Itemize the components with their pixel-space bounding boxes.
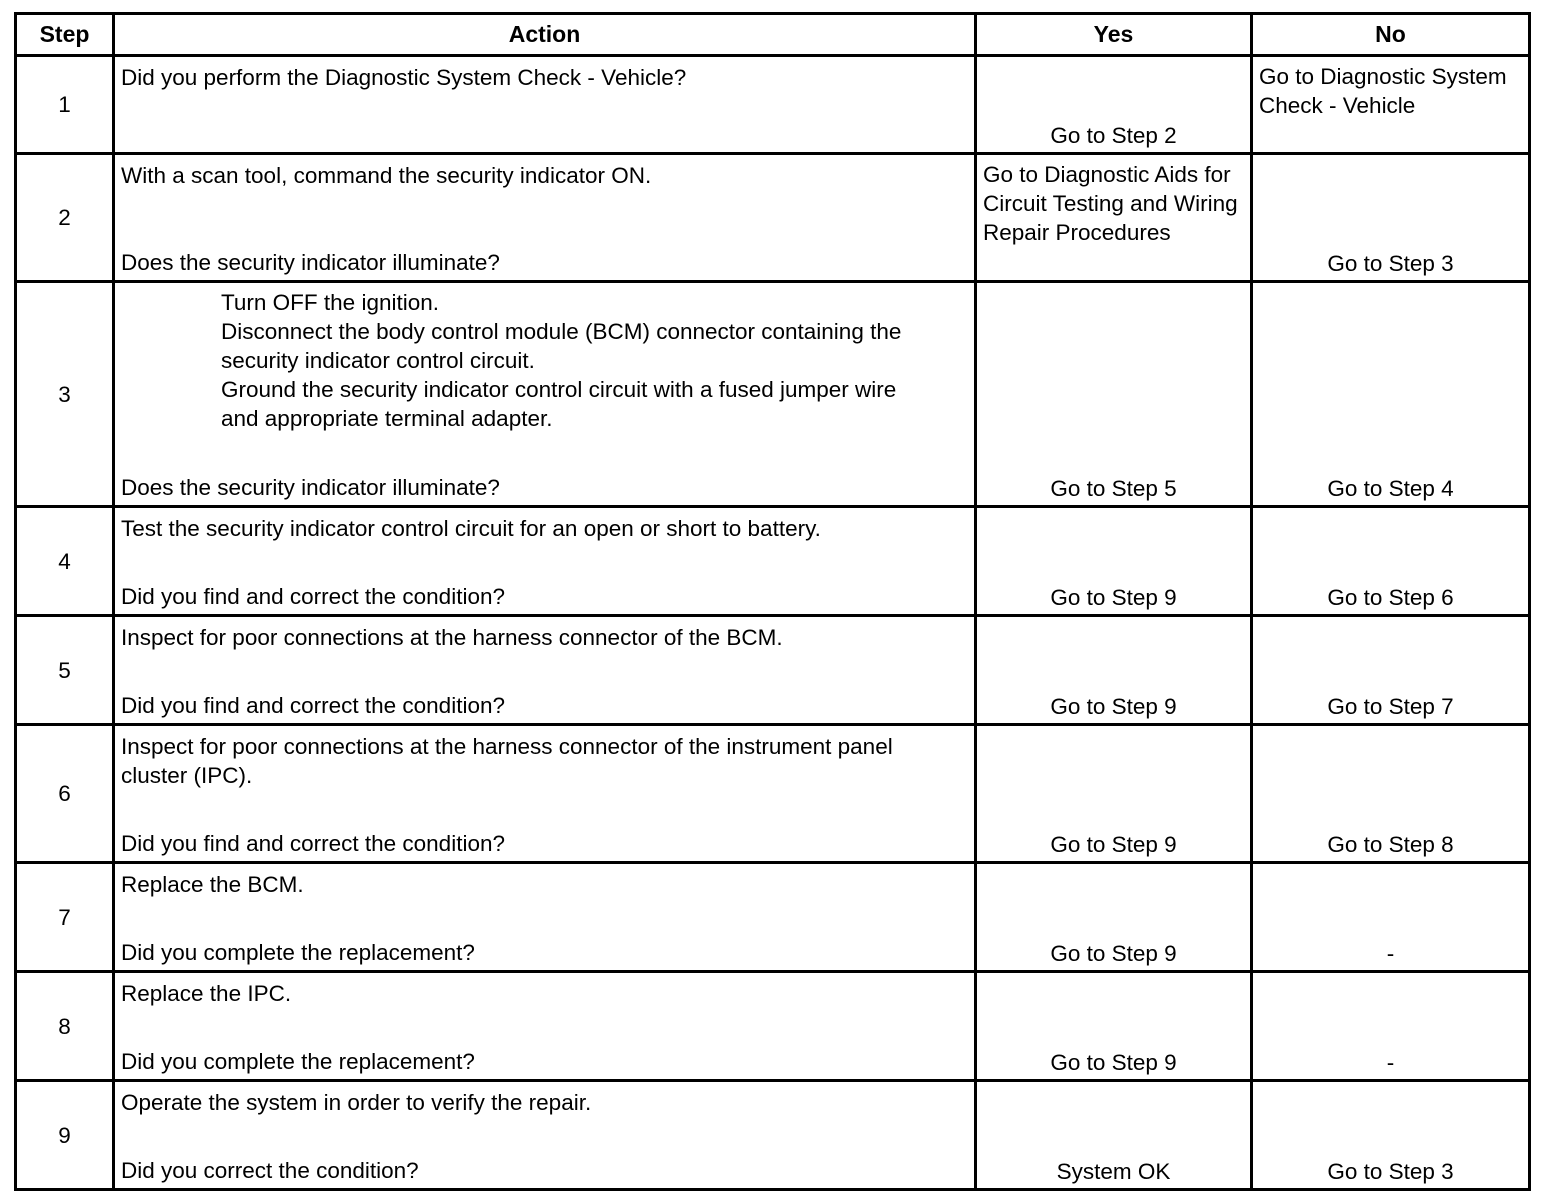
action-text: Inspect for poor connections at the harness connector of the BCM. [121,625,783,650]
no-result: Go to Step 7 [1252,616,1530,725]
no-result: - [1252,972,1530,1081]
yes-result: Go to Step 9 [976,507,1252,616]
action-question: Did you find and correct the condition? [121,831,505,856]
no-result: Go to Diagnostic System Check - Vehicle [1252,56,1530,154]
instruction-item: Disconnect the body control module (BCM) connector containing the security indicator control circuit. [221,319,902,373]
header-step: Step [16,14,114,56]
header-action: Action [114,14,976,56]
table-row [16,725,1530,863]
instruction-item: Turn OFF the ignition. [221,290,440,315]
header-no: No [1252,14,1530,56]
action-text: Operate the system in order to verify the repair. [121,1090,592,1115]
step-number: 2 [16,154,114,282]
yes-result: Go to Step 9 [976,725,1252,863]
action-text: Test the security indicator control circuit for an open or short to battery. [121,516,821,541]
step-number: 9 [16,1081,114,1190]
table-row [16,616,1530,725]
action-cell [114,616,976,725]
table-row [16,154,1530,282]
yes-result: Go to Diagnostic Aids for Circuit Testing and Wiring Repair Procedures [976,154,1252,282]
action-cell [114,507,976,616]
yes-result: System OK [976,1081,1252,1190]
table-row [16,972,1530,1081]
yes-result: Go to Step 5 [976,282,1252,507]
step-number: 1 [16,56,114,154]
action-question: Does the security indicator illuminate? [121,475,500,500]
yes-result: Go to Step 2 [976,56,1252,154]
table-row [16,863,1530,972]
table-row [16,282,1530,507]
no-result: - [1252,863,1530,972]
diagnostic-table [14,12,1531,1191]
action-text: Replace the BCM. [121,872,304,897]
action-text: Replace the IPC. [121,981,292,1006]
table-row [16,56,1530,154]
action-question: Does the security indicator illuminate? [121,250,500,275]
action-cell [114,154,976,282]
table-row [16,1081,1530,1190]
action-question: Did you complete the replacement? [121,1049,475,1074]
no-result: Go to Step 4 [1252,282,1530,507]
yes-result: Go to Step 9 [976,863,1252,972]
action-cell [114,1081,976,1190]
action-text: Did you perform the Diagnostic System Check - Vehicle? [121,65,687,90]
action-question: Did you correct the condition? [121,1158,419,1183]
yes-result: Go to Step 9 [976,616,1252,725]
no-result: Go to Step 3 [1252,1081,1530,1190]
yes-result: Go to Step 9 [976,972,1252,1081]
action-text: With a scan tool, command the security indicator ON. [121,163,652,188]
no-result: Go to Step 6 [1252,507,1530,616]
no-result: Go to Step 3 [1252,154,1530,282]
action-cell [114,725,976,863]
action-cell [114,56,976,154]
instruction-list [121,288,968,433]
no-result: Go to Step 8 [1252,725,1530,863]
table-row [16,507,1530,616]
action-question: Did you find and correct the condition? [121,584,505,609]
action-question: Did you find and correct the condition? [121,693,505,718]
step-number: 5 [16,616,114,725]
instruction-item: Ground the security indicator control circuit with a fused jumper wire and appropriate terminal adapter. [221,377,897,431]
step-number: 6 [16,725,114,863]
step-number: 8 [16,972,114,1081]
step-number: 4 [16,507,114,616]
action-cell [114,972,976,1081]
header-row [16,14,1530,56]
action-text: Inspect for poor connections at the harness connector of the instrument panel cluster (IPC). [121,734,893,788]
step-number: 7 [16,863,114,972]
header-yes: Yes [976,14,1252,56]
step-number: 3 [16,282,114,507]
action-cell [114,282,976,507]
action-question: Did you complete the replacement? [121,940,475,965]
action-cell [114,863,976,972]
